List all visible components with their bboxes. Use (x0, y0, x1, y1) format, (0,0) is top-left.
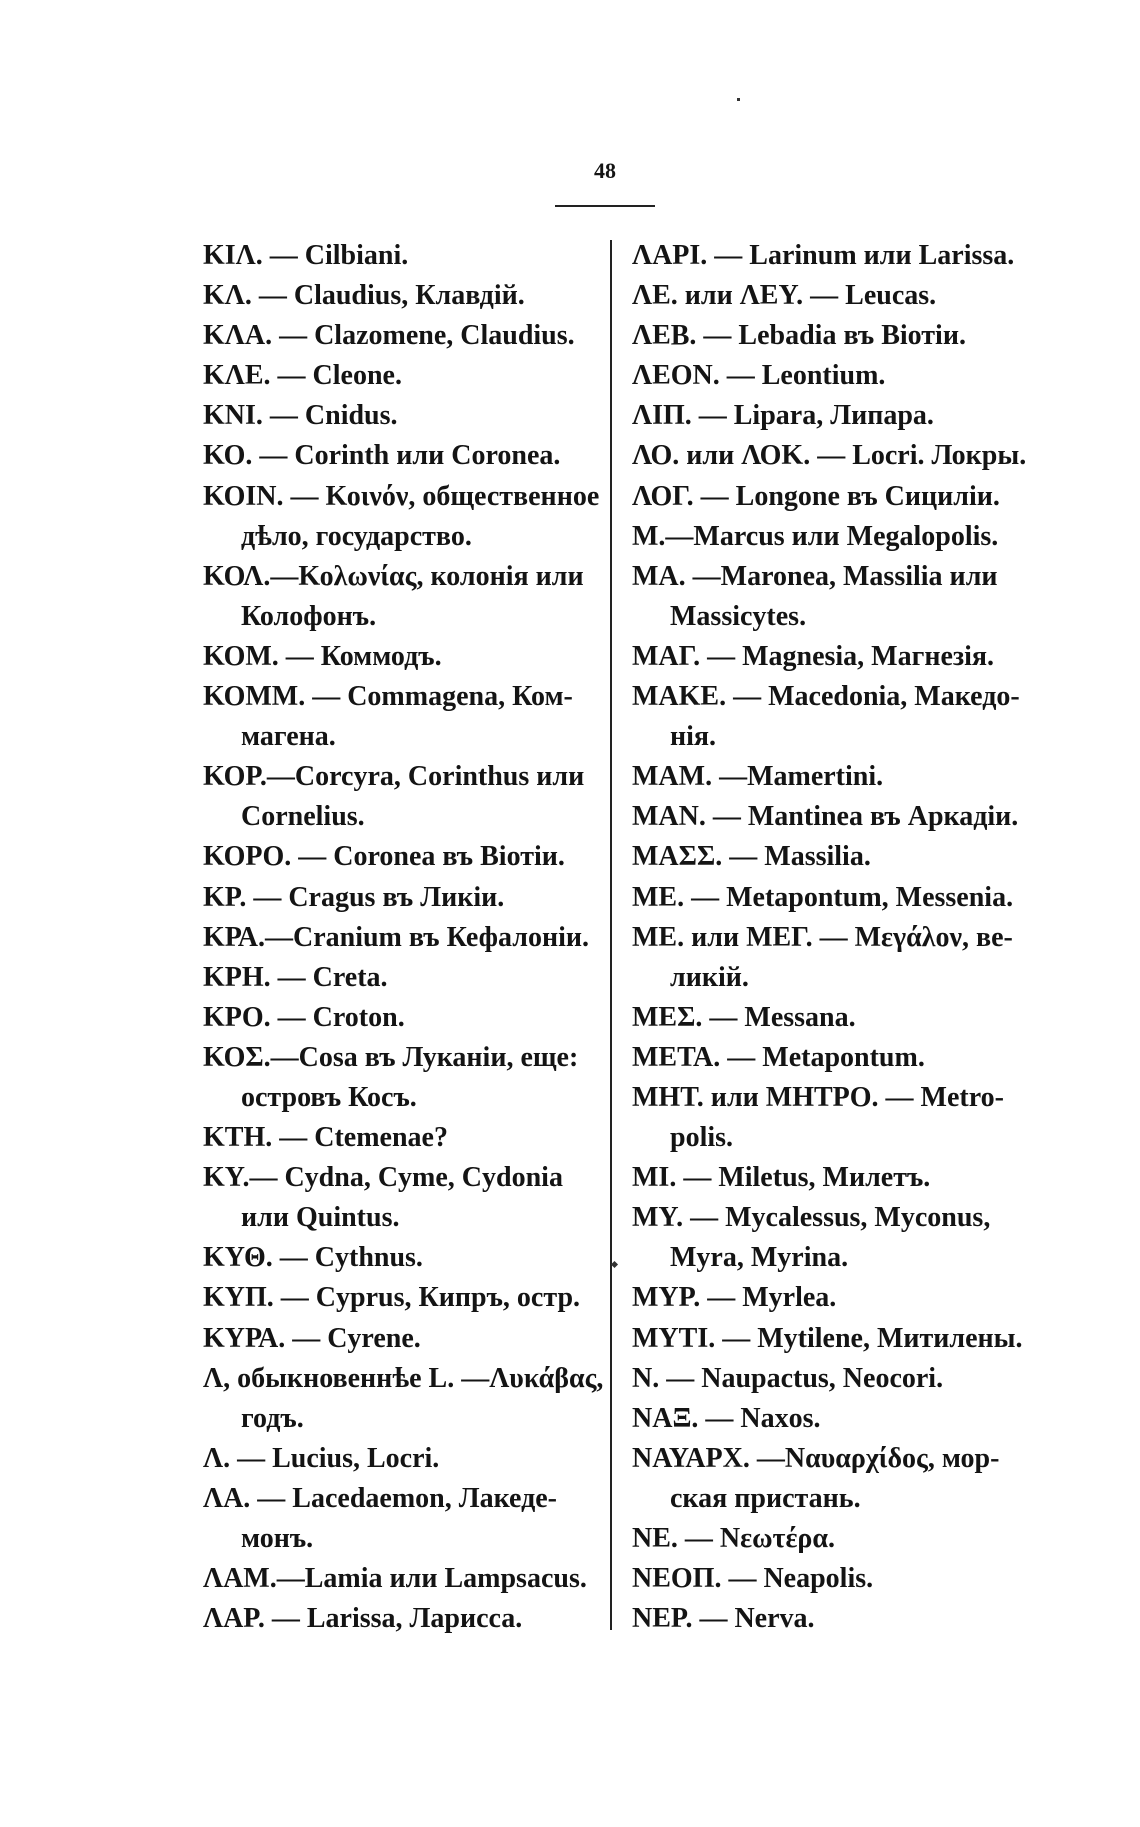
abbreviation-entry (203, 958, 603, 998)
entry-continuation: дѣло, государство. (241, 520, 472, 552)
entry-text: ΚΙΛ. — Cilbiani. (203, 240, 409, 271)
entry-text: ΚΟΙΝ. — Κοινόν, общественное (203, 480, 600, 512)
entry-text: ΜΗΤ. или ΜΗΤΡΟ. — Metro- (632, 1081, 1004, 1113)
entry-text: ΚΟΜΜ. — Commagena, Ком- (203, 681, 573, 713)
abbreviation-entry (203, 1278, 603, 1318)
abbreviation-entry (203, 1479, 603, 1559)
abbreviation-entry (203, 236, 603, 276)
entry-text: ΚΛΕ. — Cleone. (203, 360, 402, 392)
entry-continuation: островъ Косъ. (241, 1081, 417, 1113)
abbreviation-entry (203, 1238, 603, 1278)
abbreviation-entry (203, 356, 603, 396)
entry-text: ΚΛ. — Claudius, Клавдій. (203, 280, 525, 312)
entry-text: ΛΟ. или ΛΟΚ. — Locri. Локры. (632, 440, 1027, 472)
entry-text: ΚΟΜ. — Коммодъ. (203, 640, 442, 672)
abbreviation-entry (632, 998, 1032, 1038)
entry-continuation: нія. (670, 721, 717, 753)
entry-text: ΜΥΡ. — Myrlea. (632, 1282, 837, 1314)
entry-continuation: polis. (670, 1122, 734, 1154)
entry-text: ΜΑ. —Maronea, Massilia или (632, 560, 998, 592)
entry-text: ΜΑΣΣ. — Massilia. (632, 841, 871, 873)
entry-continuation: Колофонъ. (241, 600, 377, 632)
column-divider (610, 240, 612, 1630)
entry-text: ΚΤΗ. — Ctemenae? (203, 1122, 448, 1154)
entry-continuation: или Quintus. (241, 1202, 400, 1234)
entry-continuation: ская пристань. (670, 1482, 861, 1514)
entry-text: ΛΑ. — Lacedaemon, Лакеде- (203, 1482, 557, 1514)
abbreviation-entry (632, 1158, 1032, 1198)
abbreviation-entry (632, 1198, 1032, 1278)
abbreviation-entry (203, 1319, 603, 1359)
entry-text: Μ.—Marcus или Megalopolis. (632, 520, 999, 552)
entry-text: ΚΡΑ.—Cranium въ Кефалоніи. (203, 921, 590, 953)
abbreviation-entry (203, 396, 603, 436)
abbreviation-entry (632, 1559, 1032, 1599)
entry-text: Ν. — Naupactus, Neocori. (632, 1362, 944, 1394)
abbreviation-entry (632, 276, 1032, 316)
entry-continuation: годъ. (241, 1402, 304, 1434)
page-number: 48 (594, 158, 616, 183)
abbreviation-entry (632, 477, 1032, 517)
abbreviation-entry (203, 276, 603, 316)
abbreviation-entry (203, 837, 603, 877)
entry-text: ΛΑΡ. — Larissa, Ларисса. (203, 1603, 523, 1635)
abbreviation-entry (203, 637, 603, 677)
entry-text: ΚΡΗ. — Creta. (203, 961, 388, 993)
entry-text: ΜΥ. — Mycalessus, Myconus, (632, 1202, 991, 1234)
entry-text: ΝΕΟΠ. — Neapolis. (632, 1563, 874, 1595)
entry-text: ΚΟΡΟ. — Coronea въ Віотіи. (203, 841, 565, 873)
abbreviation-entry (632, 637, 1032, 677)
entry-text: ΜΑΓ. — Magnesia, Магнезія. (632, 640, 995, 672)
abbreviation-entry (203, 477, 603, 557)
abbreviation-entry (203, 1158, 603, 1238)
entry-text: ΚΥΡΑ. — Cyrene. (203, 1322, 421, 1354)
right-column (632, 236, 1032, 1639)
abbreviation-entry (632, 677, 1032, 757)
abbreviation-entry (632, 517, 1032, 557)
entry-text: ΜΕΣ. — Messana. (632, 1001, 856, 1033)
entry-continuation: Cornelius. (241, 801, 365, 833)
entry-text: ΚΟΣ.—Cosa въ Луканіи, еще: (203, 1041, 579, 1073)
abbreviation-entry (203, 557, 603, 637)
abbreviation-entry (203, 1038, 603, 1118)
abbreviation-entry (203, 316, 603, 356)
entry-text: ΜΕΤΑ. — Metapontum. (632, 1041, 925, 1073)
entry-text: ΚΥ.— Cydna, Cyme, Cydonia (203, 1162, 563, 1194)
left-column (203, 236, 603, 1639)
entry-text: ΜΕ. — Metapontum, Messenia. (632, 881, 1014, 913)
abbreviation-entry (632, 316, 1032, 356)
abbreviation-entry (203, 878, 603, 918)
abbreviation-entry (632, 1359, 1032, 1399)
abbreviation-entry (632, 878, 1032, 918)
abbreviation-entry (203, 1118, 603, 1158)
abbreviation-entry (632, 1078, 1032, 1158)
entry-text: ΝΕΡ. — Nerva. (632, 1603, 815, 1635)
abbreviation-entry (203, 436, 603, 476)
entry-continuation: Massicytes. (670, 600, 807, 632)
entry-text: ΚΝΙ. — Cnidus. (203, 400, 398, 432)
entry-text: ΝΑΞ. — Naxos. (632, 1402, 821, 1434)
abbreviation-entry (203, 998, 603, 1038)
entry-text: ΝΕ. — Νεωτέρα. (632, 1523, 836, 1554)
abbreviation-entry (632, 1399, 1032, 1439)
entry-text: Λ. — Lucius, Locri. (203, 1442, 440, 1474)
abbreviation-entry (632, 1519, 1032, 1559)
abbreviation-entry (632, 918, 1032, 998)
abbreviation-entry (632, 1319, 1032, 1359)
entry-text: ΜΑΚΕ. — Macedonia, Македо- (632, 681, 1020, 713)
entry-text: ΚΟΡ.—Corcyra, Corinthus или (203, 761, 585, 793)
header-rule (555, 205, 655, 207)
entry-text: ΛΟΓ. — Longone въ Сициліи. (632, 480, 1000, 512)
entry-text: ΛΑΡΙ. — Larinum или Larissa. (632, 240, 1015, 271)
abbreviation-entry (203, 677, 603, 757)
abbreviation-entry (632, 1278, 1032, 1318)
entry-text: ΜΑΝ. — Mantinea въ Аркадіи. (632, 801, 1019, 833)
abbreviation-entry (632, 557, 1032, 637)
entry-text: ΝΑΥΑΡΧ. —Ναυαρχίδος, мор- (632, 1442, 1000, 1474)
abbreviation-entry (632, 1599, 1032, 1639)
abbreviation-entry (203, 918, 603, 958)
entry-text: ΜΙ. — Miletus, Милетъ. (632, 1162, 931, 1194)
abbreviation-entry (203, 1599, 603, 1639)
entry-text: ΛΕΒ. — Lebadia въ Віотіи. (632, 320, 966, 352)
entry-continuation: ликій. (670, 961, 749, 993)
entry-continuation: Myra, Myrina. (670, 1242, 849, 1274)
abbreviation-entry (632, 436, 1032, 476)
entry-text: ΚΥΠ. — Cyprus, Кипръ, остр. (203, 1282, 581, 1314)
abbreviation-entry (632, 1439, 1032, 1519)
entry-text: ΛΕ. или ΛΕΥ. — Leucas. (632, 280, 937, 312)
entry-text: ΚΟ. — Corinth или Coronea. (203, 440, 561, 472)
abbreviation-entry (632, 396, 1032, 436)
scan-speck (611, 1261, 618, 1268)
entry-text: ΚΟΛ.—Κολωνίας, колонія или (203, 560, 584, 592)
abbreviation-entry (632, 236, 1032, 276)
abbreviation-entry (203, 1439, 603, 1479)
entry-text: ΛΑΜ.—Lamia или Lampsacus. (203, 1563, 587, 1595)
entry-text: ΚΡ. — Cragus въ Ликіи. (203, 881, 505, 913)
entry-text: ΚΛΑ. — Clazomene, Claudius. (203, 320, 575, 352)
entry-text: ΛΕΟΝ. — Leontium. (632, 360, 886, 392)
entry-text: ΚΡΟ. — Croton. (203, 1001, 405, 1033)
entry-text: ΜΑΜ. —Mamertini. (632, 761, 884, 793)
abbreviation-entry (632, 1038, 1032, 1078)
abbreviation-entry (632, 837, 1032, 877)
abbreviation-entry (632, 797, 1032, 837)
abbreviation-entry (632, 757, 1032, 797)
entry-continuation: монъ. (241, 1523, 314, 1554)
abbreviation-entry (203, 1559, 603, 1599)
entry-text: Λ, обыкновеннѣе L. —Λυκάβας, (203, 1362, 604, 1394)
scan-speck (737, 98, 740, 101)
abbreviation-entry (203, 757, 603, 837)
entry-continuation: магена. (241, 721, 336, 753)
entry-text: ΜΕ. или ΜΕΓ. — Μεγάλον, ве- (632, 921, 1013, 953)
abbreviation-entry (632, 356, 1032, 396)
entry-text: ΚΥΘ. — Cythnus. (203, 1242, 423, 1274)
entry-text: ΛΙΠ. — Lipara, Липара. (632, 400, 934, 432)
abbreviation-entry (203, 1359, 603, 1439)
entry-text: ΜΥΤΙ. — Mytilene, Митилены. (632, 1322, 1023, 1354)
